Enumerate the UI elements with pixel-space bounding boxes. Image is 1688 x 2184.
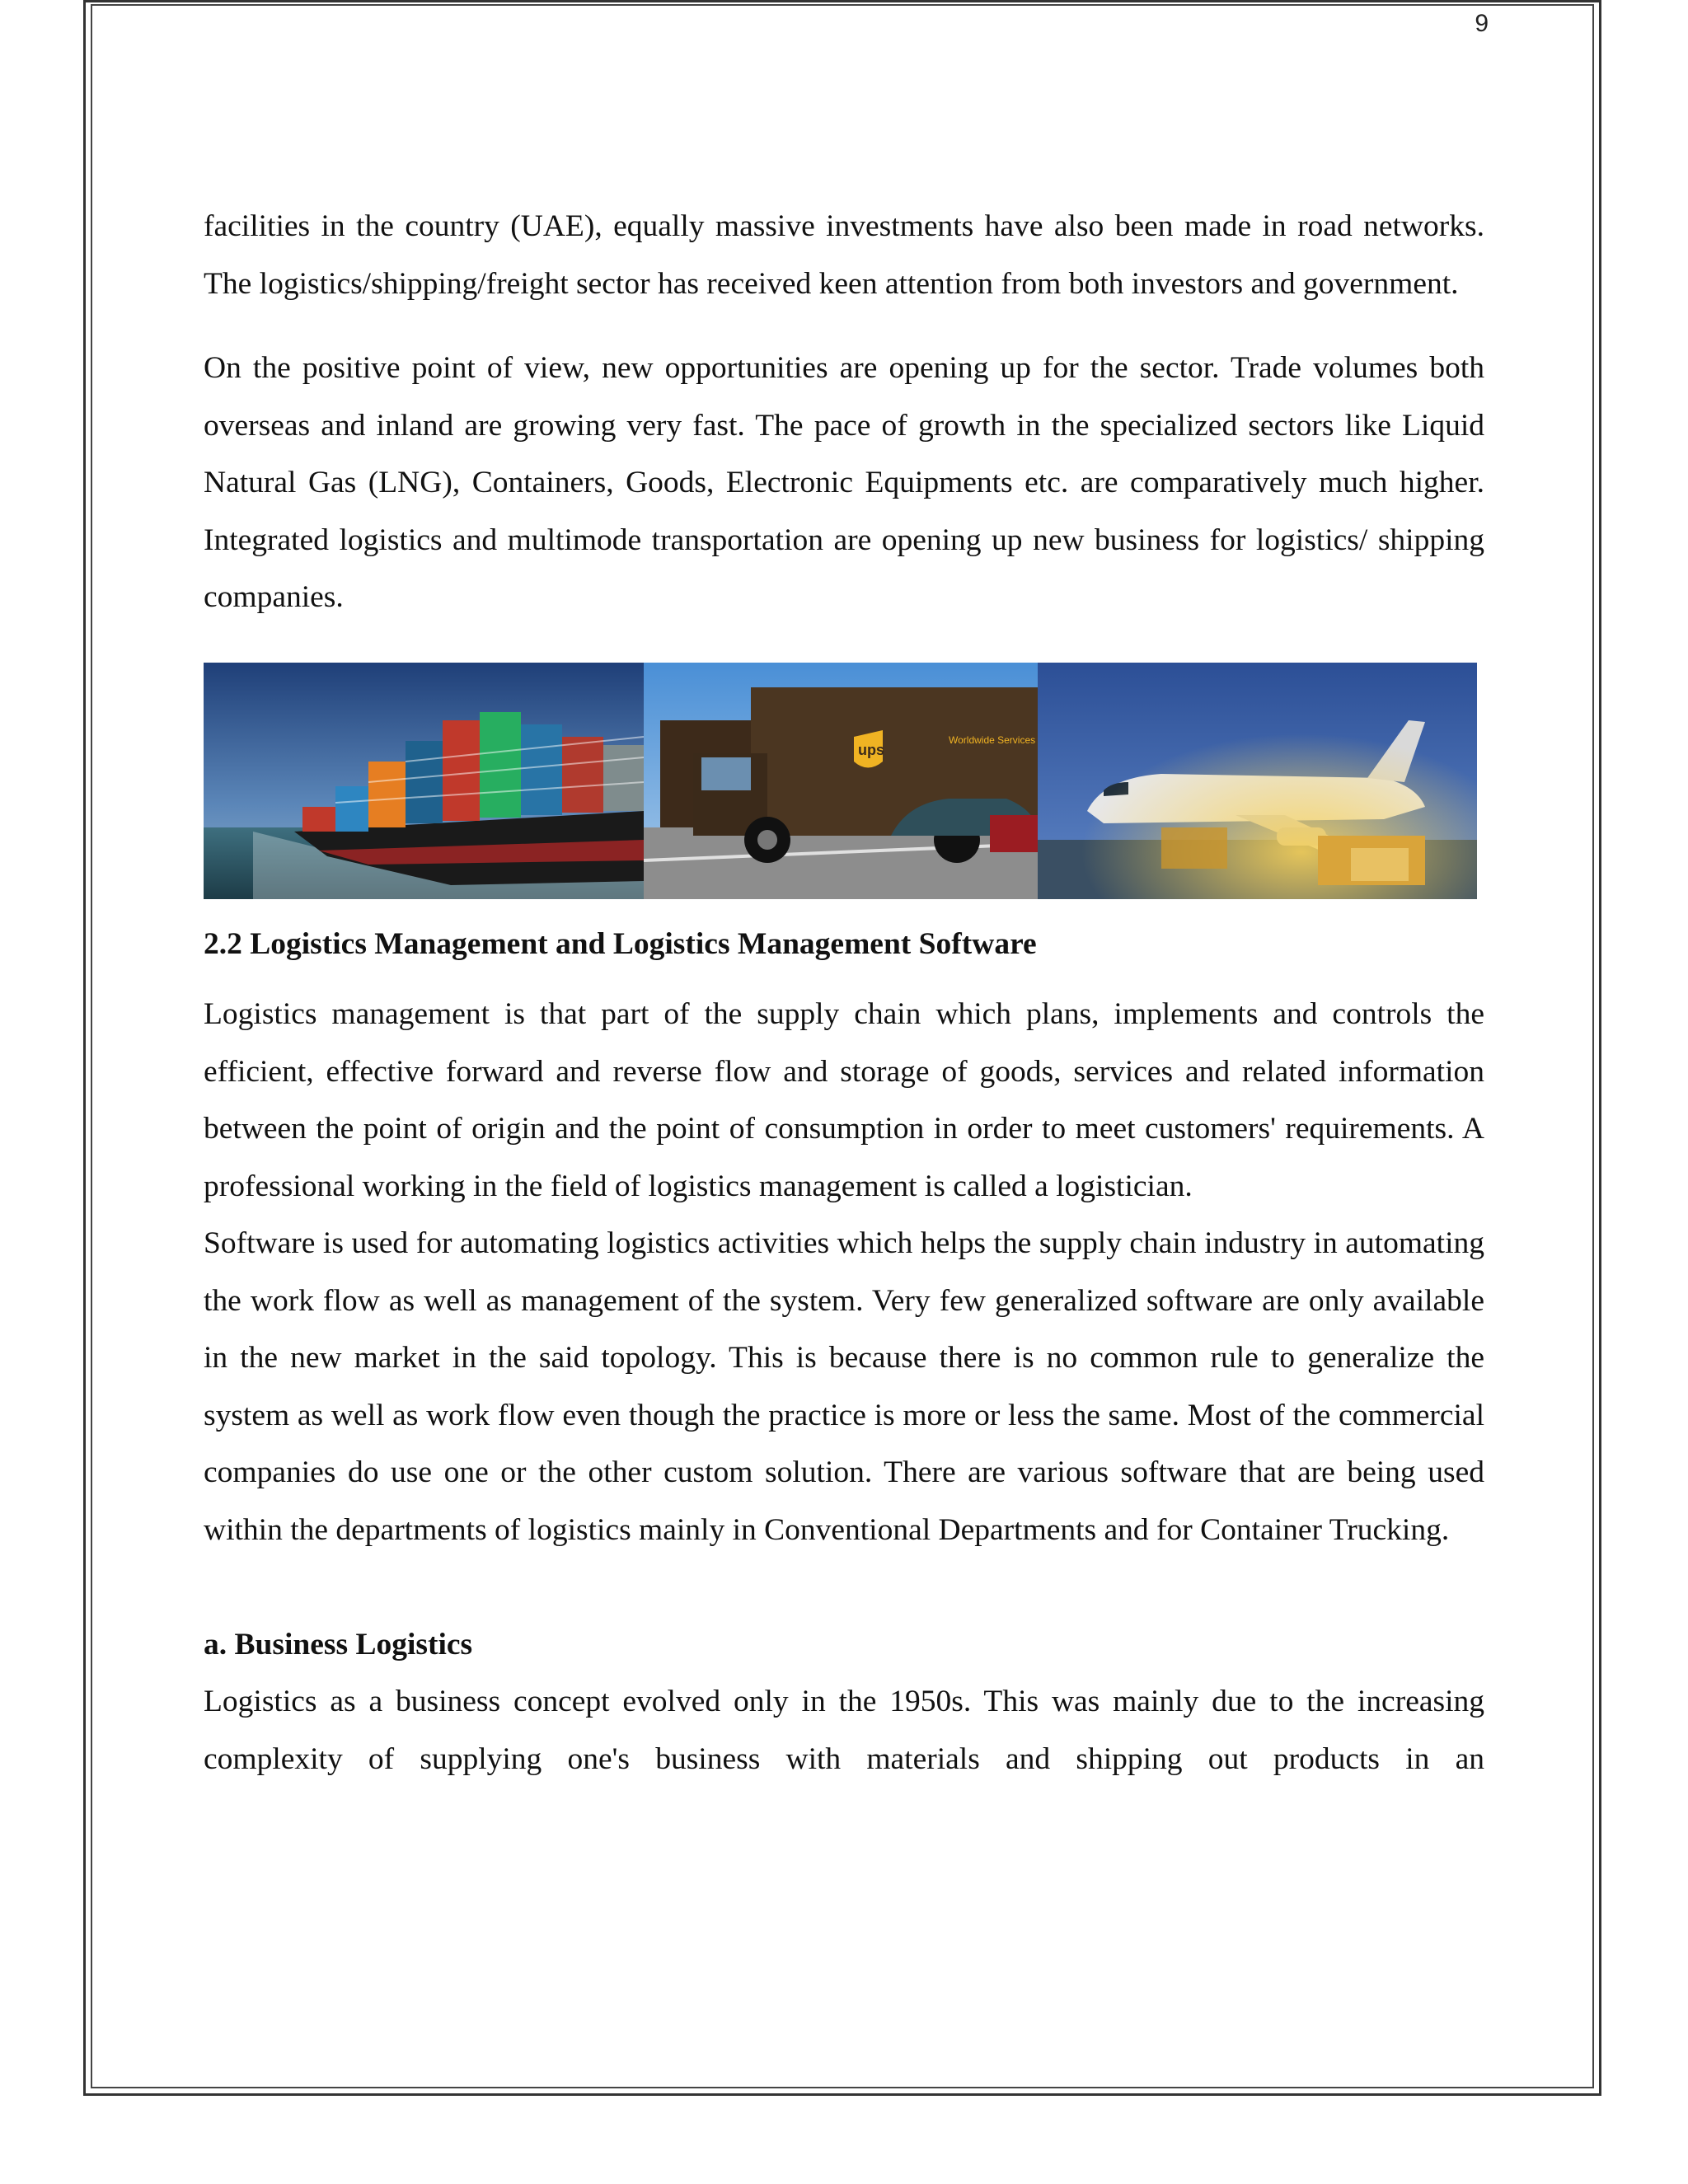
section-heading-2-2: 2.2 Logistics Management and Logistics Management Software <box>204 926 1037 961</box>
logistics-photo-strip <box>204 663 1477 899</box>
svg-text:Worldwide Services: Worldwide Services <box>949 733 1036 746</box>
paragraph-logistics-management: Logistics management is that part of the supply chain which plans, implements and controls the efficient, effective forward and reverse flow and storage of goods, services and related information between the point of origin and the point of consumption in order to meet customers' requirements. A professional working in the field of logistics management is called a logistician. <box>204 997 1484 1203</box>
cargo-ship-photo <box>204 663 644 899</box>
svg-text:ups: ups <box>858 741 885 758</box>
paragraph-logistics-software: Software is used for automating logistics activities which helps the supply chain industry in automating the work flow as well as management of the system. Very few generalized software are only available in the new market in the said topology. This is because there is no common rule to generalize the system as well as work flow even though the practice is more or less the same. Most of the commercial companies do use one or the other custom solution. There are various software that are being used within the departments of logistics mainly in Conventional Departments and for Container Trucking. <box>204 1226 1484 1547</box>
section-heading-business-logistics: a. Business Logistics <box>204 1627 473 1661</box>
cargo-plane-photo <box>1038 663 1477 899</box>
paragraph-business-logistics: Logistics as a business concept evolved only in the 1950s. This was mainly due to the increasing complexity of supplying one's business with materials and shipping out products in an <box>204 1685 1484 1776</box>
delivery-truck-photo <box>644 663 1038 899</box>
page-number: 9 <box>1475 10 1489 37</box>
paragraph-intro: facilities in the country (UAE), equally massive investments have also been made in road networks. The logistics/shipping/freight sector has received keen attention from both investors and government. <box>204 209 1484 301</box>
page-content <box>204 198 1484 1788</box>
ups-logo-icon <box>854 730 884 768</box>
paragraph-opportunities: On the positive point of view, new opportunities are opening up for the sector. Trade volumes both overseas and inland are growing very fast. The pace of growth in the specialized sectors like Liquid Natural Gas (LNG), Containers, Goods, Electronic Equipments etc. are comparatively much higher. Integrated logistics and multimode transportation are opening up new business for logistics/ shipping companies. <box>204 351 1484 614</box>
blank-line <box>204 1558 1484 1616</box>
